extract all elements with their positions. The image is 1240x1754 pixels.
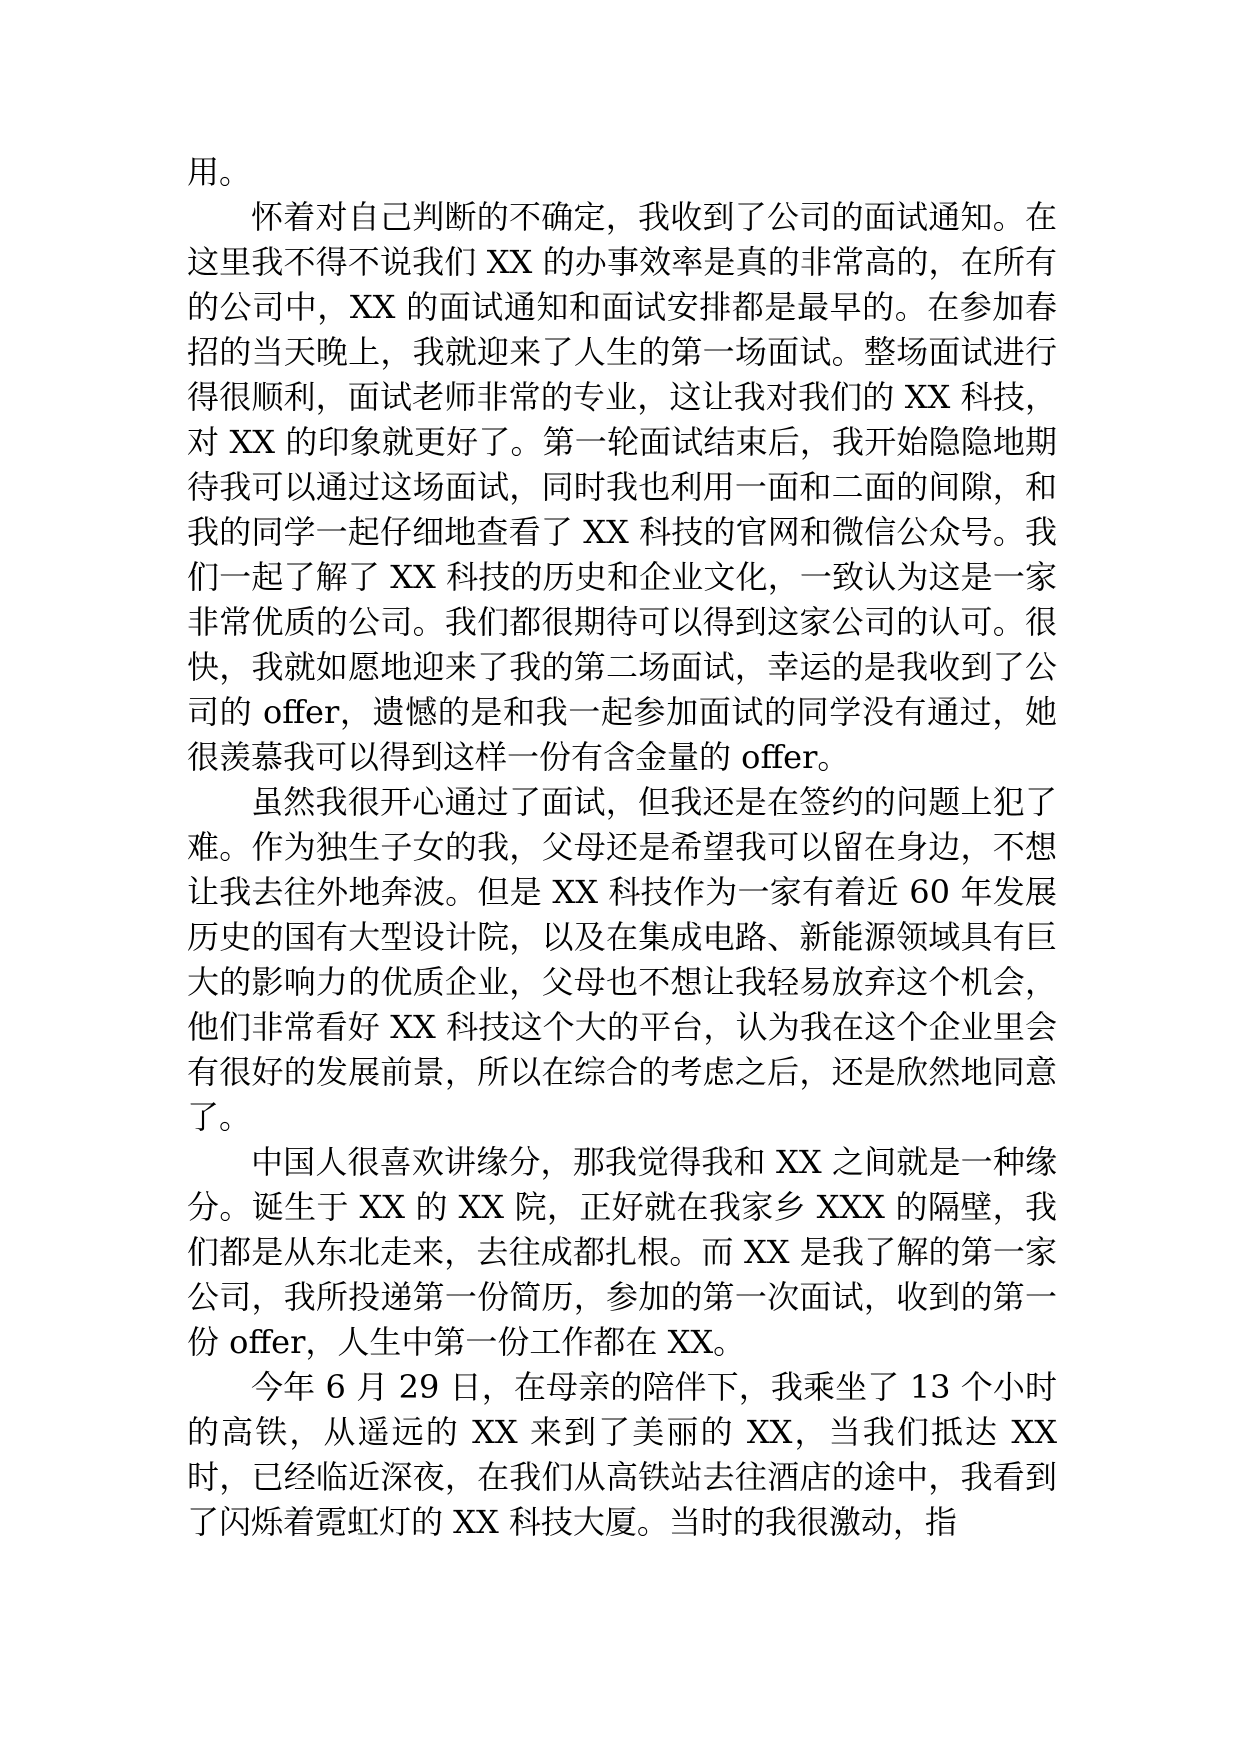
paragraph-2: 怀着对自己判断的不确定，我收到了公司的面试通知。在这里我不得不说我们 XX 的办事效率是真的非常高的，在所有的公司中，XX 的面试通知和面试安排都是最早的。在参加春招的当天晚上，我就迎来了人生的第一场面试。整场面试进行得很顺利，面试老师非常的专业，这让我对我们的 XX 科技，对 XX 的印象就更好了。第一轮面试结束后，我开始隐隐地期待我可以通过这场面试，同时我也利用一面和二面的间隙，和我的同学一起仔细地查看了 XX 科技的官网和微信公众号。我们一起了解了 XX 科技的历史和企业文化，一致认为这是一家非常优质的公司。我们都很期待可以得到这家公司的认可。很快，我就如愿地迎来了我的第二场面试，幸运的是我收到了公司的 offer，遗憾的是和我一起参加面试的同学没有通过，她很羡慕我可以得到这样一份有含金量的 offer。: [187, 198, 1057, 776]
paragraph-1: 用。: [187, 153, 252, 191]
paragraph-4: 中国人很喜欢讲缘分，那我觉得我和 XX 之间就是一种缘分。诞生于 XX 的 XX 院，正好就在我家乡 XXX 的隔壁，我们都是从东北走来，去往成都扎根。而 XX 是我了解的第一家公司，我所投递第一份简历，参加的第一次面试，收到的第一份 offer，人生中第一份工作都在 XX。: [187, 1143, 1057, 1361]
paragraph-5: 今年 6 月 29 日，在母亲的陪伴下，我乘坐了 13 个小时的高铁，从遥远的 XX 来到了美丽的 XX，当我们抵达 XX 时，已经临近深夜，在我们从高铁站去往酒店的途中，我看到了闪烁着霓虹灯的 XX 科技大厦。当时的我很激动，指: [187, 1368, 1057, 1541]
document-body: [187, 150, 1057, 1545]
paragraph-3: 虽然我很开心通过了面试，但我还是在签约的问题上犯了难。作为独生子女的我，父母还是希望我可以留在身边，不想让我去往外地奔波。但是 XX 科技作为一家有着近 60 年发展历史的国有大型设计院，以及在集成电路、新能源领域具有巨大的影响力的优质企业，父母也不想让我轻易放弃这个机会，他们非常看好 XX 科技这个大的平台，认为我在这个企业里会有很好的发展前景，所以在综合的考虑之后，还是欣然地同意了。: [187, 783, 1057, 1136]
